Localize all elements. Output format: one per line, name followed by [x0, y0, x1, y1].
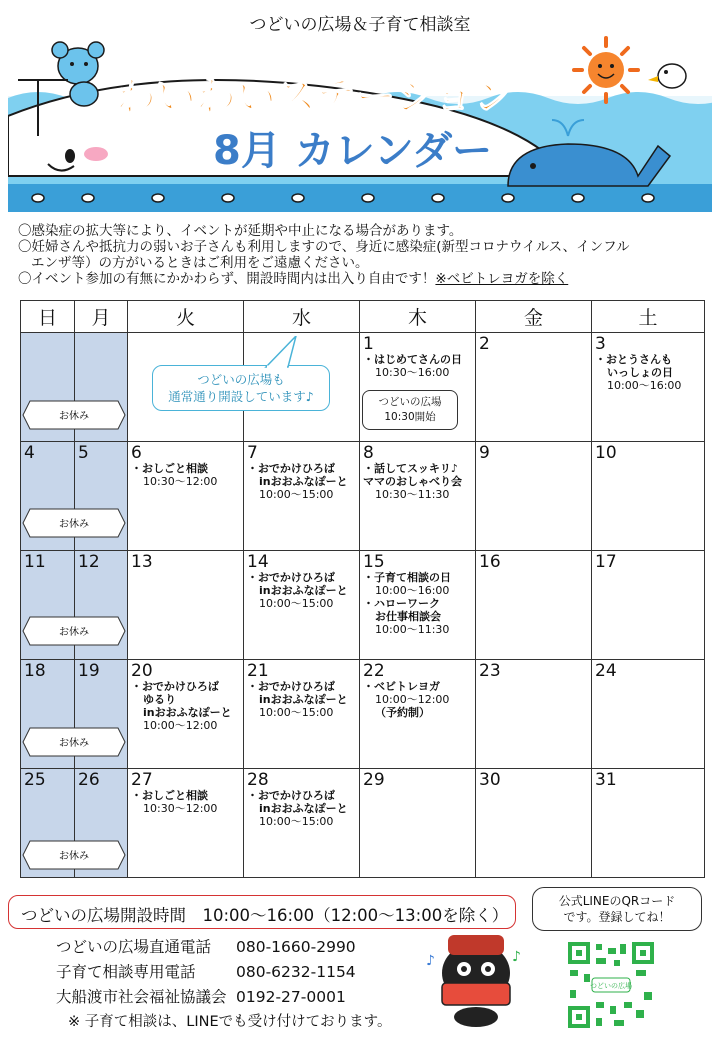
svg-text:お休み: お休み — [59, 627, 89, 638]
svg-text:♪: ♪ — [426, 953, 435, 969]
event: ・はじめてさんの日 10:30～16:00 — [363, 353, 462, 379]
event: ・おでかけひろば inおおふなぽーと 10:00～15:00 — [247, 462, 348, 501]
day-cell: 8 ・話してスッキリ♪ ママのおしゃべり会 10:30～11:30 — [360, 442, 476, 551]
weekday-mon: 月 — [75, 301, 128, 333]
closed-label — [22, 400, 126, 430]
banner-title-line2: 8月 カレンダー — [213, 128, 493, 174]
closed-label — [22, 508, 126, 538]
event: ・おでかけひろば inおおふなぽーと 10:00～15:00 — [247, 680, 348, 719]
event: ・おでかけひろば inおおふなぽーと 10:00～15:00 — [247, 571, 348, 610]
qr-label: つどいの広場 — [590, 982, 632, 990]
svg-text:お休み: お休み — [59, 519, 89, 530]
mascot-icon — [418, 925, 528, 1030]
weekday-wed: 水 — [244, 301, 360, 333]
day-cell: 22 ・ベビトレヨガ 10:00～12:00 （予約制） — [360, 660, 476, 769]
day-cell: 5 — [75, 442, 128, 551]
phone-number[interactable]: 0192-27-0001 — [236, 988, 346, 1006]
event: ・おしごと相談 10:30～12:00 — [131, 462, 218, 488]
day-cell: 13 — [128, 551, 244, 660]
weekday-thu: 木 — [360, 301, 476, 333]
closed-label — [22, 616, 126, 646]
contact-row: 子育て相談専用電話 080-6232-1154 — [56, 960, 391, 985]
closed-label — [22, 727, 126, 757]
sun-icon — [574, 38, 638, 102]
day-cell: 10 — [592, 442, 705, 551]
phone-number[interactable]: 080-1660-2990 — [236, 938, 356, 956]
day-cell: 2 — [476, 333, 592, 442]
day-cell: 27 ・おしごと相談 10:30～12:00 — [128, 769, 244, 878]
notice-item: 〇妊婦さんや抵抗力の弱いお子さんも利用しますので、身近に感染症(新型コロナウイルス、インフル — [18, 239, 630, 255]
qr-speech-bubble: 公式LINEのQRコード です。登録してね！ — [532, 887, 702, 931]
notice-item: 〇感染症の拡大等により、イベントが延期や中止になる場合があります。 — [18, 223, 463, 239]
event: ・ベビトレヨガ 10:00～12:00 （予約制） — [363, 680, 450, 719]
day-cell: 1 ・はじめてさんの日 10:30～16:00 — [360, 333, 476, 442]
day-cell: 20 ・おでかけひろば ゆるり inおおふなぽーと 10:00～12:00 — [128, 660, 244, 769]
event: ・おしごと相談 10:30～12:00 — [131, 789, 218, 815]
contact-row: 大船渡市社会福祉協議会 0192-27-0001 — [56, 985, 391, 1010]
weekday-fri: 金 — [476, 301, 592, 333]
day-cell: 23 — [476, 660, 592, 769]
day-cell: 3 ・おとうさんも いっしょの日 10:00～16:00 — [592, 333, 705, 442]
weekday-sat: 土 — [592, 301, 705, 333]
event: ・子育て相談の日 10:00～16:00 ・ハローワーク お仕事相談会 10:00～11:30 — [363, 571, 451, 636]
day-cell: 15 ・子育て相談の日 10:00～16:00 ・ハローワーク お仕事相談会 10:00～11:30 — [360, 551, 476, 660]
day-cell: 6 ・おしごと相談 10:30～12:00 — [128, 442, 244, 551]
notice-list — [18, 223, 708, 287]
weekday-sun: 日 — [21, 301, 75, 333]
day-cell: 21 ・おでかけひろば inおおふなぽーと 10:00～15:00 — [244, 660, 360, 769]
svg-text:♪: ♪ — [512, 949, 521, 965]
phone-number[interactable]: 080-6232-1154 — [236, 963, 356, 981]
day-cell: 30 — [476, 769, 592, 878]
day-cell: 25 — [21, 769, 75, 878]
svg-text:お休み: お休み — [59, 411, 89, 422]
event: ・おとうさんも いっしょの日 10:00～16:00 — [595, 353, 682, 392]
weekday-tue: 火 — [128, 301, 244, 333]
day-cell: 18 — [21, 660, 75, 769]
day-cell: 7 ・おでかけひろば inおおふなぽーと 10:00～15:00 — [244, 442, 360, 551]
day-cell: 11 — [21, 551, 75, 660]
opening-hours-banner: つどいの広場開設時間 10:00～16:00（12:00～13:00を除く） — [8, 895, 516, 929]
contact-row: つどいの広場直通電話 080-1660-2990 — [56, 935, 391, 960]
day-cell: 26 — [75, 769, 128, 878]
notice-item: 〇イベント参加の有無にかかわらず、開設時間内は出入り自由です！※ベビトレヨガを除く — [18, 271, 569, 287]
opening-time-box: つどいの広場 10:30開始 — [362, 390, 458, 430]
day-cell: 19 — [75, 660, 128, 769]
bird-icon — [648, 64, 686, 88]
day-cell: 28 ・おでかけひろば inおおふなぽーと 10:00～15:00 — [244, 769, 360, 878]
svg-text:お休み: お休み — [59, 738, 89, 749]
day-cell: 14 ・おでかけひろば inおおふなぽーと 10:00～15:00 — [244, 551, 360, 660]
day-cell: 29 — [360, 769, 476, 878]
day-cell: 31 — [592, 769, 705, 878]
line-note: ※ 子育て相談は、LINEでも受け付けております。 — [68, 1014, 392, 1030]
contact-list — [56, 935, 391, 1035]
august-calendar — [20, 300, 705, 878]
day-cell: 17 — [592, 551, 705, 660]
svg-text:お休み: お休み — [59, 851, 89, 862]
open-notice-callout: つどいの広場も 通常通り開設しています♪ — [152, 365, 330, 411]
notice-item: エンザ等）の方がいるときはご利用をご遠慮ください。 — [31, 255, 369, 271]
org-title: つどいの広場＆子育て相談室 — [249, 15, 471, 35]
day-cell: 9 — [476, 442, 592, 551]
callout-tail — [260, 336, 300, 368]
banner-title-line1: わいわいステーション — [116, 74, 514, 120]
day-cell: 4 — [21, 442, 75, 551]
event: ・話してスッキリ♪ ママのおしゃべり会 10:30～11:30 — [363, 462, 462, 501]
day-cell: 12 — [75, 551, 128, 660]
day-cell: 24 — [592, 660, 705, 769]
closed-label — [22, 840, 126, 870]
day-cell: 16 — [476, 551, 592, 660]
event: ・おでかけひろば ゆるり inおおふなぽーと 10:00～12:00 — [131, 680, 232, 732]
header-banner — [8, 36, 712, 212]
event: ・おでかけひろば inおおふなぽーと 10:00～15:00 — [247, 789, 348, 828]
yoga-exception-note: ※ベビトレヨガを除く — [435, 271, 569, 287]
line-qr-code-icon[interactable] — [566, 940, 656, 1030]
